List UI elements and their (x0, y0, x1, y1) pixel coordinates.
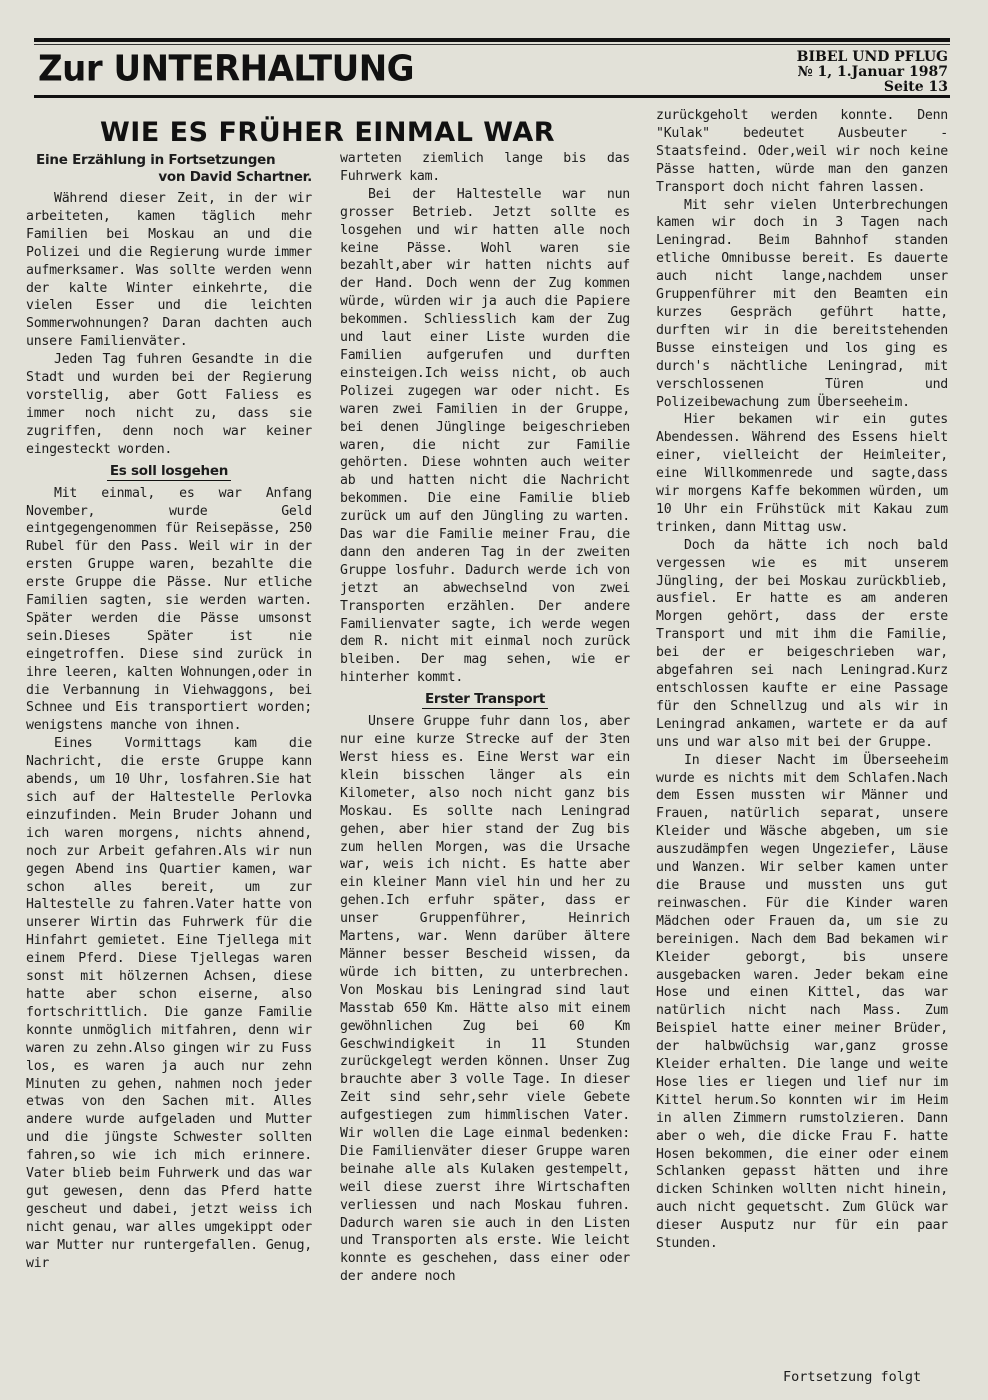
subheading (26, 462, 312, 481)
publication-name: BIBEL UND PFLUG (796, 49, 948, 65)
paragraph: Während dieser Zeit, in der wir arbeiteten, kamen täglich mehr Familien bei Moskau an und die Polizei und die Regierung wurde immer aufmerksamer. Was sollte werden wenn der kalte Winter einkehrte, die vielen Esser und die leichten Sommerwohnungen? Daran dachten auch unsere Familienväter. (26, 191, 312, 350)
header-rule-top (34, 38, 950, 42)
paragraph: Unsere Gruppe fuhr dann los, aber nur eine kurze Strecke auf der 3ten Werst hiess es. Eine Werst war ein klein bisschen länger als ein Kilometer, also noch nicht ganz bis Moskau. Es sollte nach Leningrad gehen, aber hier stand der Zug bis zum hellen Morgen, was die Ursache war, weis ich nicht. Es hatte aber ein kleiner Mann viel hin und her zu gehen.Ich erfuhr später, dass er unser Gruppenführer, Heinrich Martens, war. Wenn darüber ältere Männer besser Bescheid wissen, da würde ich bitten, zu unterbrechen. Von Moskau bis Leningrad sind laut Masstab 650 Km. Hätte also mit einem gewöhnlichen Zug bei 60 Km Geschwindigkeit in 11 Stunden zurückgelegt werden können. Unser Zug brauchte aber 3 volle Tage. In dieser Zeit sind sehr,sehr viele Gebete aufgestiegen zum himmlischen Vater. Wir wollen die Lage einmal bedenken: Die Familienväter dieser Gruppe waren beinahe alle als Kulaken gestempelt, weil diese zuerst ihre Wirtschaften verliessen und nach Moskau fuhren. Dadurch waren sie auch in den Listen und Transporten als erste. Wie leicht konnte es geschehen, dass einer oder der andere noch (340, 714, 630, 1285)
paragraph: Doch da hätte ich noch bald vergessen wie es mit unserem Jüngling, der bei Moskau zurückblieb, ausfiel. Er hatte es am anderen Morgen gehört, dass der erste Transport und mit ihm die Familie, bei der er beigeschrieben war, abgefahren sei nach Leningrad.Kurz entschlossen kaufte er eine Passage für den Schnellzug und als wir in Leningrad ankamen, wartete er da auf uns und war also mit bei der Gruppe. (656, 537, 948, 750)
paragraph: Bei der Haltestelle war nun grosser Betrieb. Jetzt sollte es losgehen und wir hatten alle noch keine Pässe. Wohl waren sie bezahlt,aber wir hatten nichts auf der Hand. Doch wenn der Zug kommen würde, würden wir ja auch die Papiere bekommen. Schliesslich kam der Zug und laut einer Liste wurden die Familien aufgerufen und durften einsteigen.Ich weiss nicht, ob auch Polizei zugegen war oder nicht. Es waren zwei Familien in der Gruppe, bei denen Jünglinge beigeschrieben waren, die nicht zur Familie gehörten. Diese wohnten auch weiter ab und hatten nicht die Nachricht bekommen. Die eine Familie blieb zurück um auf den Jüngling zu warten. Das war die Familie meiner Frau, die dann den anderen Tag in der zweiten Gruppe losfuhr. Dadurch werde ich von jetzt an abwechselnd von zwei Transporten erzählen. Der andere Familienvater sagte, ich werde wegen dem R. nicht mit einmal noch zurück bleiben. Der mag sehen, wie er hinterher kommt. (340, 186, 630, 686)
paragraph: Hier bekamen wir ein gutes Abendessen. Während des Essens hielt einer, vielleicht der Heimleiter, eine Willkommenrede und sagte,dass wir morgens Kaffe bekommen würden, um 10 Uhr ein Frühstück mit Kakau zum trinken, dann Mittag usw. (656, 412, 948, 535)
page-number: Seite 13 (883, 79, 948, 95)
paragraph: zurückgeholt werden konnte. Denn "Kulak" bedeutet Ausbeuter - Staatsfeind. Oder,weil wir noch keine Pässe hatten, würde man den ganzen Transport doch nicht fahren lassen. (656, 108, 948, 195)
column-3 (656, 107, 948, 1253)
paragraph: In dieser Nacht im Überseeheim wurde es nichts mit dem Schlafen.Nach dem Essen mussten wir Männer und Frauen, natürlich separat, unsere Kleider und Wäsche abgeben, um sie auszudämpfen wegen Ungeziefer, Läuse und Wanzen. Wir selber kamen unter die Brause und mussten uns gut reinwaschen. Für die Kinder waren Mädchen oder Frauen da, um sie zu bereinigen. Nach dem Bad bekamen wir Kleider geborgt, bis unsere ausgebacken waren. Jeder bekam eine Hose und einen Kittel, das war natürlich nicht nach Mass. Zum Beispiel hatte einer meiner Brüder, der halbwüchsig war,ganz grosse Kleider erhalten. Die lange und weite Hose lies er liegen und lief nur im Kittel herum.So konnten wir im Heim in allen Zimmern rumstolzieren. Dann aber o weh, die dicke Frau F. hatte Hosen bekommen, die einer oder einem Schlanken gepasst hätten und ihre dicken Schinken wollten nicht hinein, auch nicht gequetscht. Zum Glück war dieser Ausputz nur für ein paar Stunden. (656, 752, 948, 1252)
header-rule-bottom (34, 95, 950, 98)
issue-date: № 1, 1.Januar 1987 (797, 64, 948, 80)
section-title: Zur UNTERHALTUNG (38, 48, 415, 90)
paragraph: Jeden Tag fuhren Gesandte in die Stadt und wurden bei der Regierung vorstellig, aber Gott Faliess es immer noch nicht zu, dass sie zugriffen, denn noch war keiner eingesteckt worden. (26, 352, 312, 457)
subheading-text: Es soll losgehen (107, 462, 231, 481)
byline-line-1: Eine Erzählung in Fortsetzungen (36, 152, 276, 168)
paragraph: Eines Vormittags kam die Nachricht, die erste Gruppe kann abends, um 10 Uhr, losfahren.Sie hat sich auf der Haltestelle Perlovka einzufinden. Mein Bruder Johann und ich waren morgens, nichts ahnend, noch zur Arbeit gefahren.Als wir nun gegen Abend ins Quartier kamen, war schon alles bereit, um zur Haltestelle zu fahren.Vater hatte von unserer Wirtin das Fuhrwerk für die Hinfahrt gemietet. Eine Tjellega mit einem Pferd. Diese Tjellegas waren sonst mit hölzernen Achsen, diese hatte aber schon eiserne, also fortschrittlich. Die ganze Familie konnte unmöglich mitfahren, denn wir waren zu zehn.Also gingen wir zu Fuss los, es waren ja auch nur zehn Minuten zu gehen, nahmen noch jeder etwas von den Sachen mit. Alles andere wurde aufgeladen und Mutter und die jüngste Schwester sollten fahren,so wie ich mich erinnere. Vater blieb beim Fuhrwerk und das war gut gewesen, denn das Pferd hatte gescheut und dabei, jetzt weiss ich nicht genau, war alles umgekippt oder war Mutter nur runtergefallen. Genug, wir (26, 736, 312, 1271)
article-headline: WIE ES FRÜHER EINMAL WAR (100, 117, 556, 148)
paragraph: warteten ziemlich lange bis das Fuhrwerk kam. (340, 151, 630, 184)
article-byline (26, 152, 312, 186)
column-1 (26, 152, 312, 1272)
continued-note: Fortsetzung folgt (783, 1369, 922, 1385)
paragraph: Mit sehr vielen Unterbrechungen kamen wir doch in 3 Tagen nach Leningrad. Beim Bahnhof standen etliche Omnibusse bereit. Es dauerte auch nicht lange,nachdem unser Gruppenführer mit den Beamten ein kurzes Gespräch geführt hatte, durften wir in die bereitstehenden Busse einsteigen und los ging es durch's nächtliche Leningrad, mit verschlossenen Türen und Polizeibewachung zum Überseeheim. (656, 197, 948, 410)
column-2 (340, 150, 630, 1286)
header-rule-thin (34, 44, 950, 45)
byline-line-2: von David Schartner. (158, 169, 312, 185)
masthead (797, 50, 948, 95)
subheading-text: Erster Transport (422, 690, 548, 709)
paragraph: Mit einmal, es war Anfang November, wurde Geld eintgegengenommen für Reisepässe, 250 Rubel für den Pass. Weil wir in der ersten Gruppe waren, bezahlte die erste Gruppe die Pässe. Nur etliche Familien sagten, sie werden warten. Später werden die Pässe umsonst sein.Dieses Später ist nie eingetroffen. Diese sind zurück in ihre leeren, kalten Wohnungen,oder in die Verbannung in Viehwaggons, bei Schnee und Eis transportiert worden; wenigstens manche von ihnen. (26, 485, 312, 734)
subheading (340, 690, 630, 709)
